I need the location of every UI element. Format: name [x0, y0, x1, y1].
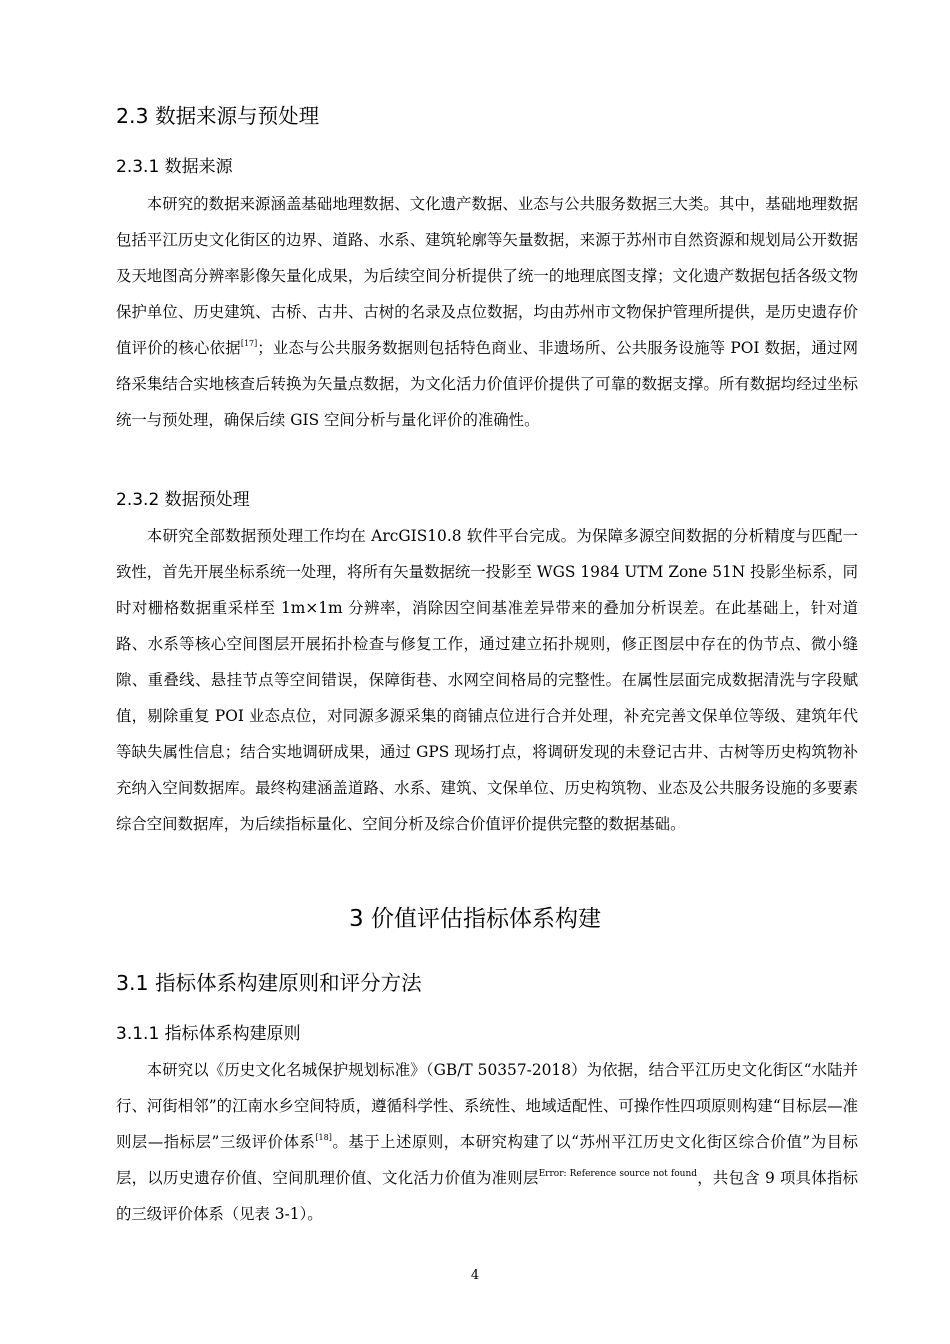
citation: [18] [315, 1133, 332, 1142]
reference-error: Error: Reference source not found [538, 1169, 698, 1179]
paragraph-text: ；业态与公共服务数据则包括特色商业、非遗场所、公共服务设施等 POI 数据，通过网络采集结合实地核查后转换为矢量点数据，为文化活力价值评价提供了可靠的数据支撑。所有数据均经过坐标统一与预处理，确保后续 GIS 空间分析与量化评价的准确性。 [116, 339, 858, 429]
paragraph-text: 。基于上述原则，本研究构建了以“苏州平江历史文化街区综合价值”为目标层，以历史遗存价值、空间肌理价值、文化活力价值为准则层 [116, 1133, 858, 1187]
paragraph-text: 本研究以《历史文化名城保护规划标准》（GB/T 50357-2018）为依据，结合平江历史文化街区“水陆并行、河街相邻”的江南水乡空间特质，遵循科学性、系统性、地域适配性、可操作性四项原则构建“目标层—准则层—指标层”三级评价体系 [116, 1061, 858, 1151]
page-number: 4 [470, 1268, 480, 1283]
paragraph-data-preprocessing: 本研究全部数据预处理工作均在 ArcGIS10.8 软件平台完成。为保障多源空间数据的分析精度与匹配一致性，首先开展坐标系统一处理，将所有矢量数据统一投影至 WGS 1984 UTM Zone 51N 投影坐标系，同时对栅格数据重采样至 1m×1m 分辨率，消除因空间基准差异带来的叠加分析误差。在此基础上，针对道路、水系等核心空间图层开展拓扑检查与修复工作，通过建立拓扑规则，修正图层中存在的伪节点、微小缝隙、重叠线、悬挂节点等空间错误，保障街巷、水网空间格局的完整性。在属性层面完成数据清洗与字段赋值，剔除重复 POI 业态点位，对同源多源采集的商铺点位进行合并处理，补充完善文保单位等级、建筑年代等缺失属性信息；结合实地调研成果，通过 GPS 现场打点，将调研发现的未登记古井、古树等历史构筑物补充纳入空间数据库。最终构建涵盖道路、水系、建筑、文保单位、历史构筑物、业态及公共服务设施的多要素综合空间数据库，为后续指标量化、空间分析及综合价值评价提供完整的数据基础。 [116, 527, 858, 833]
section-heading-2-3: 2.3 数据来源与预处理 [116, 104, 320, 128]
section-heading-3-1: 3.1 指标体系构建原则和评分方法 [116, 971, 422, 995]
chapter-title: 3 价值评估指标体系构建 [349, 906, 601, 932]
subsection-heading-3-1-1: 3.1.1 指标体系构建原则 [116, 1024, 301, 1044]
paragraph-text: 本研究的数据来源涵盖基础地理数据、文化遗产数据、业态与公共服务数据三大类。其中，基础地理数据包括平江历史文化街区的边界、道路、水系、建筑轮廓等矢量数据，来源于苏州市自然资源和规划局公开数据及天地图高分辨率影像矢量化成果，为后续空间分析提供了统一的地理底图支撑；文化遗产数据包括各级文物保护单位、历史建筑、古桥、古井、古树的名录及点位数据，均由苏州市文物保护管理所提供，是历史遗存价值评价的核心依据 [116, 195, 858, 357]
paragraph-text: ，共包含 9 项具体指标的三级评价体系（见表 3-1）。 [116, 1169, 858, 1223]
paragraph-construction-principles [116, 1052, 858, 1232]
paragraph-data-sources [116, 186, 858, 438]
subsection-heading-2-3-1: 2.3.1 数据来源 [116, 157, 233, 177]
subsection-heading-2-3-2: 2.3.2 数据预处理 [116, 490, 250, 510]
citation: [17] [240, 339, 258, 348]
